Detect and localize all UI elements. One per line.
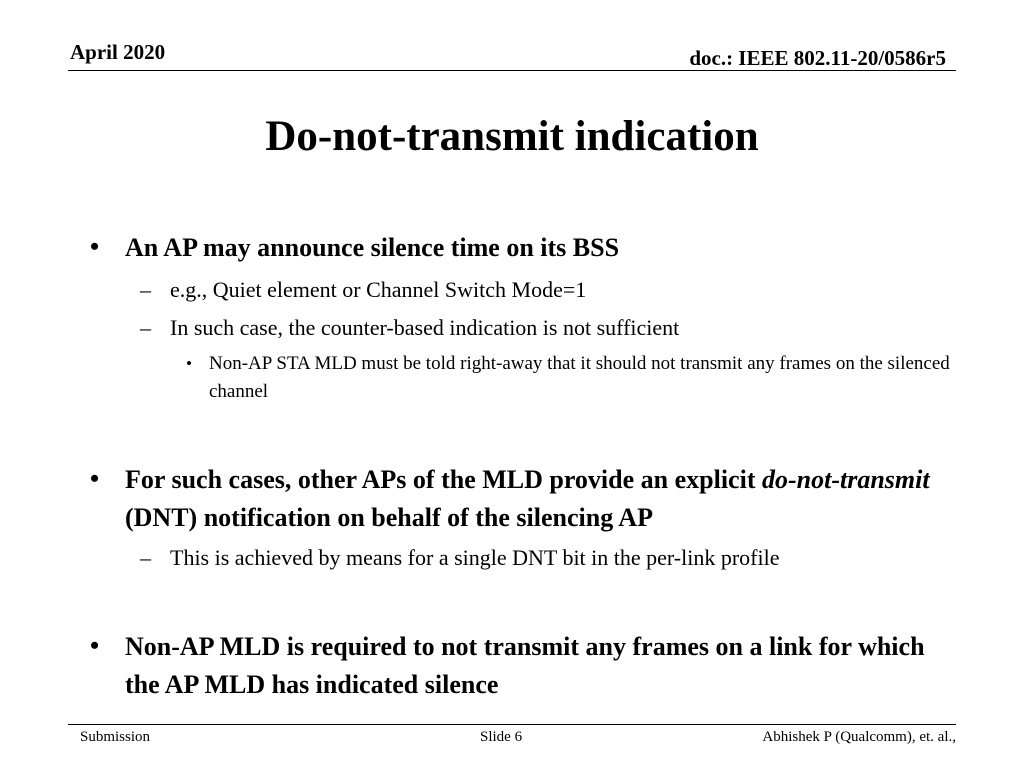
footer-slide-number: Slide 6 [480,729,523,745]
sub-bullet-marker: – [140,277,151,302]
footer-author: Abhishek P (Qualcomm), et. al., [762,729,956,745]
bullet-2-text-italic: do-not-transmit [761,465,930,494]
bullet-marker: • [90,464,100,493]
slide-title: Do-not-transmit indication [265,113,759,160]
footer-submission: Submission [80,729,151,745]
bullet-2-text-b: (DNT) notification on behalf of the silencing AP [125,503,653,532]
bullet-2-text-a: For such cases, other APs of the MLD provide an explicit [125,465,762,494]
bullet-1-text: An AP may announce silence time on its BSS [125,233,620,262]
bullet-2-text [125,461,955,537]
bullet-marker: • [90,232,100,261]
sub-bullet-marker: – [140,545,151,570]
sub-bullet-marker: – [140,315,151,340]
header-doc-id: doc.: IEEE 802.11-20/0586r5 [689,46,946,70]
bullet-2-sub-1: This is achieved by means for a single DNT bit in the per-link profile [170,545,780,570]
bullet-marker: • [90,631,100,660]
bullet-1-sub-2: In such case, the counter-based indication is not sufficient [170,315,680,340]
bullet-1-sub-1: e.g., Quiet element or Channel Switch Mode=1 [170,277,587,302]
sub-sub-bullet-marker: • [186,354,192,373]
bullet-3-text: Non-AP MLD is required to not transmit any frames on a link for which the AP MLD has indicated silence [125,632,925,699]
footer-rule [68,724,956,725]
bullet-1-sub-sub-1: Non-AP STA MLD must be told right-away that it should not transmit any frames on the silenced channel [209,353,950,402]
header-date: April 2020 [70,40,166,64]
